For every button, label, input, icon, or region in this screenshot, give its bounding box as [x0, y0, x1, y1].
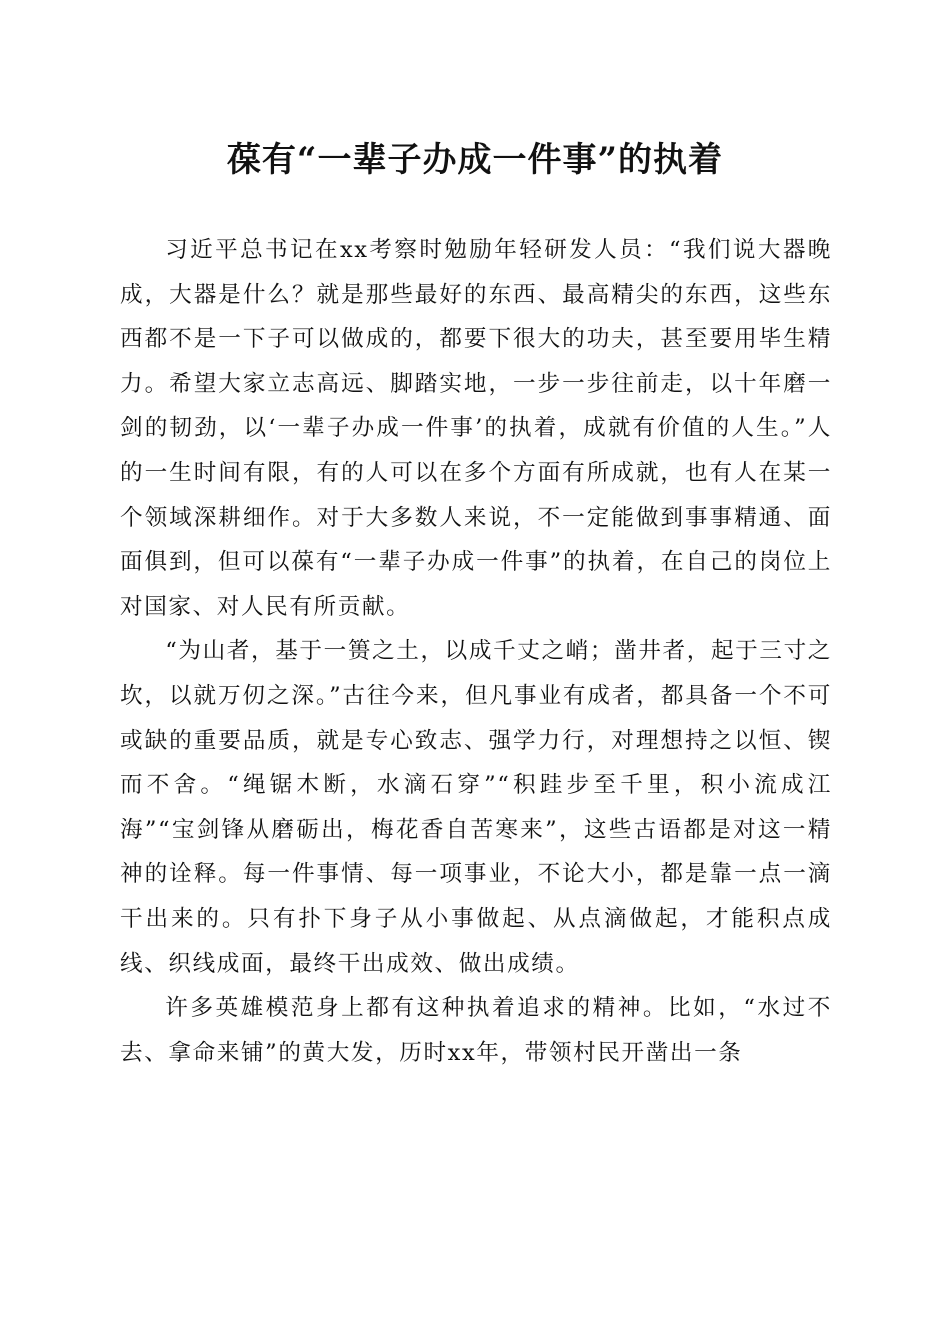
document-body	[120, 228, 832, 1075]
paragraph: “为山者，基于一篑之土，以成千丈之峭；凿井者，起于三寸之坎，以就万仞之深。”古往今来，但凡事业有成者，都具备一个不可或缺的重要品质，就是专心致志、强学力行，对理想持之以恒、锲而不舍。“绳锯木断，水滴石穿”“积跬步至千里，积小流成江海”“宝剑锋从磨砺出，梅花香自苦寒来”，这些古语都是对这一精神的诠释。每一件事情、每一项事业，不论大小，都是靠一点一滴干出来的。只有扑下身子从小事做起、从点滴做起，才能积点成线、织线成面，最终干出成效、做出成绩。	[120, 638, 832, 977]
paragraph: 许多英雄模范身上都有这种执着追求的精神。比如，“水过不去、拿命来铺”的黄大发，历时xx年，带领村民开凿出一条	[120, 995, 832, 1066]
document-title: 葆有“一辈子办成一件事”的执着	[226, 140, 724, 180]
paragraph: 习近平总书记在xx考察时勉励年轻研发人员：“我们说大器晚成，大器是什么？就是那些最好的东西、最高精尖的东西，这些东西都不是一下子可以做成的，都要下很大的功夫，甚至要用毕生精力。希望大家立志高远、脚踏实地，一步一步往前走，以十年磨一剑的韧劲，以‘一辈子办成一件事’的执着，成就有价值的人生。”人的一生时间有限，有的人可以在多个方面有所成就，也有人在某一个领域深耕细作。对于大多数人来说，不一定能做到事事精通、面面俱到，但可以葆有“一辈子办成一件事”的执着，在自己的岗位上对国家、对人民有所贡献。	[120, 237, 832, 620]
